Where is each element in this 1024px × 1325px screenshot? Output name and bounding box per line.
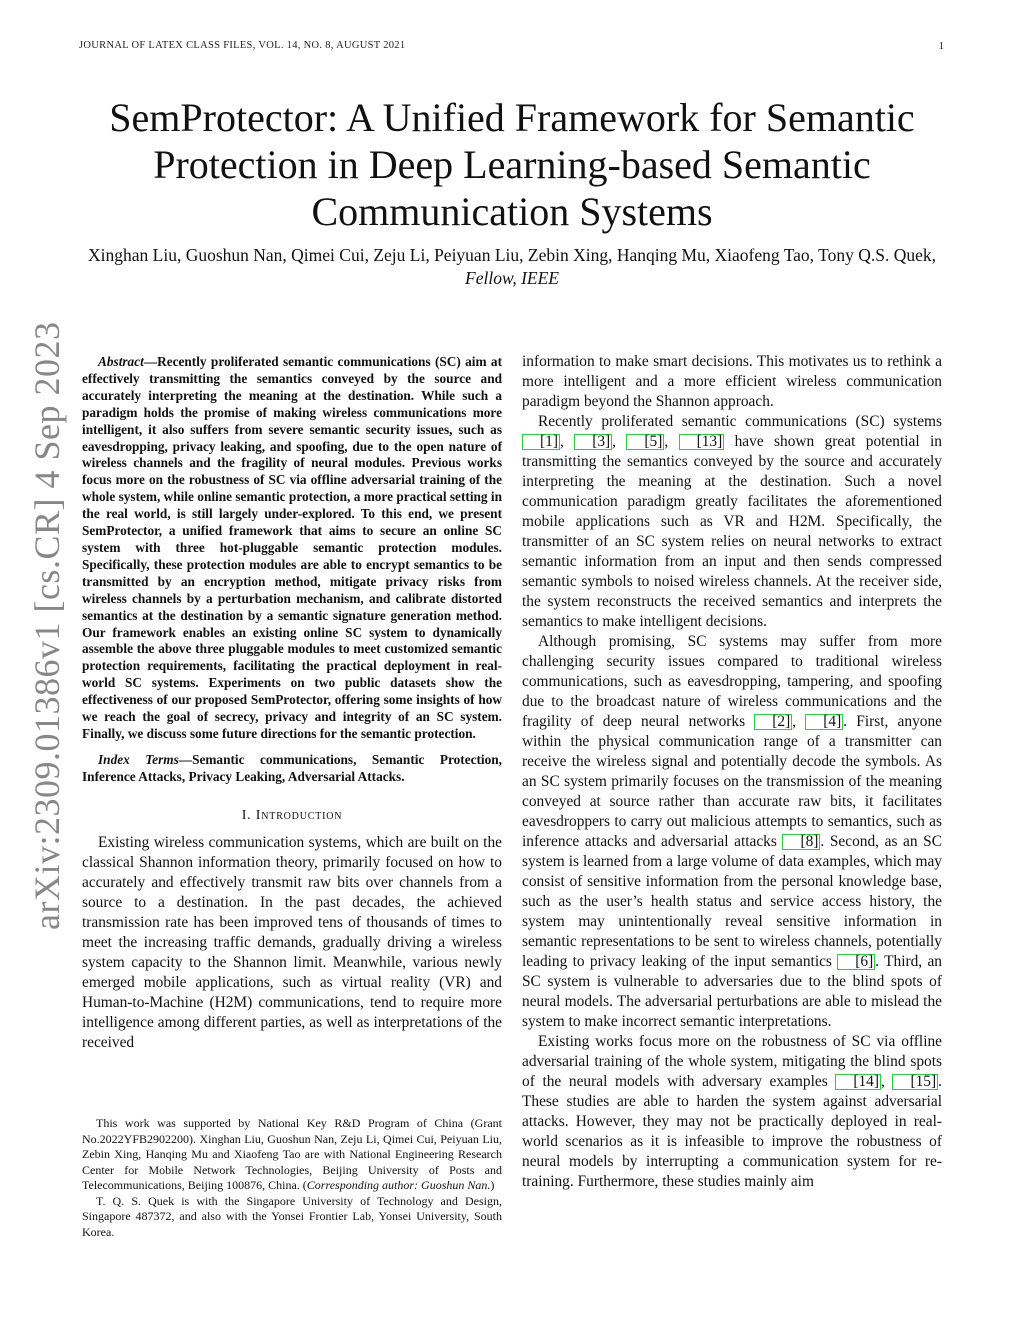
text-span: Although promising, SC systems may suffer from more challenging security issues compared to traditional wireless communications, such as eavesdropping, tampering, and spoofing due to the broadcast nature of wireless communications and the fragility of deep neural networks: [522, 633, 942, 730]
text-span: . These studies are able to harden the system against adversarial attacks. However, they may not be practically deployed in real-world scenarios as it is infeasible to improve the robustness of neural models by interrupting a communication system for re-training. Furthermore, these studies mainly aim: [522, 1073, 942, 1190]
abstract-label: Abstract: [98, 354, 144, 369]
right-column: [522, 352, 942, 1192]
citation-link[interactable]: [15]: [892, 1074, 938, 1090]
index-terms-text: —Semantic communications, Semantic Protection, Inference Attacks, Privacy Leaking, Adversarial Attacks.: [82, 751, 502, 784]
index-terms: [82, 752, 502, 786]
text-span: have shown great potential in transmitting the semantics conveyed by the source and accurately interpreting the meaning at the destination. Such a novel communication paradigm greatly facilitates the aforementioned mobile applications such as VR and H2M. Specifically, the transmitter of an SC system relies on neural networks to extract semantic information from an input and then sends compressed semantic symbols to noised wireless channels. At the receiver side, the system reconstructs the received semantics and interprets the semantics to make intelligent decisions.: [522, 433, 942, 630]
paragraph-existing-works: [522, 1032, 942, 1192]
footnote: [82, 1116, 502, 1240]
section-heading: [82, 808, 502, 824]
author-names: Xinghan Liu, Guoshun Nan, Qimei Cui, Zeju Li, Peiyuan Liu, Zebin Xing, Hanqing Mu, Xiaofeng Tao, Tony Q.S. Quek,: [88, 245, 936, 265]
citation-link[interactable]: [2]: [754, 714, 792, 730]
section-number: I.: [241, 807, 252, 823]
citation-link[interactable]: [13]: [679, 434, 725, 450]
citation-link[interactable]: [5]: [626, 434, 664, 450]
paragraph-continued: information to make smart decisions. This motivates us to rethink a more intelligent and a more efficient wireless communication paradigm beyond the Shannon approach.: [522, 353, 942, 410]
footnote-affiliation: T. Q. S. Quek is with the Singapore University of Technology and Design, Singapore 487372, and also with the Yonsei Frontier Lab, Yonsei University, South Korea.: [82, 1193, 502, 1239]
text-span: ,: [664, 433, 679, 450]
corresponding-author: Corresponding author: Guoshun Nan.: [306, 1178, 491, 1192]
index-terms-label: Index Terms: [98, 751, 179, 767]
left-column: [82, 354, 502, 1053]
intro-paragraph: Existing wireless communication systems, which are built on the classical Shannon information theory, primarily focused on how to accurately and effectively transmit raw bits over channels from a source to a destination. In the past decades, the achieved transmission rate has been improved tens of thousands of times to meet the increasing traffic demands, gradually driving a wireless system capacity to the Shannon limit. Meanwhile, various newly emerged mobile applications, such as virtual reality (VR) and Human-to-Machine (H2M) communications, tend to require more intelligence among different parties, as well as interpretations of the received: [82, 833, 502, 1051]
citation-link[interactable]: [1]: [522, 434, 560, 450]
citation-link[interactable]: [6]: [837, 954, 875, 970]
citation-link[interactable]: [3]: [574, 434, 612, 450]
running-header: JOURNAL OF LATEX CLASS FILES, VOL. 14, NO. 8, AUGUST 2021: [79, 40, 406, 51]
citation-link[interactable]: [8]: [782, 834, 820, 850]
paragraph-sc-systems: [522, 412, 942, 632]
text-span: ,: [612, 433, 627, 450]
text-span: . First, anyone within the physical communication range of a transmitter can receive the wireless signal and potentially decode the symbols. As an SC system primarily focuses on the transmission of the meaning conveyed at source rather than accurate raw bits, it facilitates eavesdroppers to carry out malicious attempts to semantics, such as inference attacks and adversarial attacks: [522, 713, 942, 850]
abstract-text: —Recently proliferated semantic communications (SC) aim at effectively transmitting the semantics conveyed by the source and accurately interpreting the meaning at the destination. While such a paradigm holds the promise of making wireless communications more intelligent, it also suffers from severe semantic security issues, such as eavesdropping, privacy leaking, and spoofing, due to the open nature of wireless channels and the fragility of neural modules. Previous works focus more on the robustness of SC via offline adversarial training of the whole system, while online semantic protection, a more practical setting in the real world, is still largely under-explored. To this end, we present SemProtector, a unified framework that aims to secure an online SC system with three hot-pluggable semantic protection modules. Specifically, these protection modules are able to encrypt semantics to be transmitted by an encryption method, mitigate privacy risks from wireless channels by a perturbation mechanism, and calibrate distorted semantics at the destination by a semantic signature generation method. Our framework enables an existing online SC system to dynamically assemble the above three pluggable modules to meet customized semantic protection requirements, facilitating the practical deployment in real-world SC systems. Experiments on two public datasets show the effectiveness of our proposed SemProtector, offering some insights of how we reach the goal of secrecy, privacy and integrity of an SC system. Finally, we discuss some future directions for the semantic protection.: [82, 354, 502, 741]
paper-title: SemProtector: A Unified Framework for Semantic Protection in Deep Learning-based Semantic Communication Systems: [109, 95, 915, 234]
arxiv-stamp: arXiv:2309.01386v1 [cs.CR] 4 Sep 2023: [27, 321, 67, 930]
footnote-paren: ): [490, 1178, 495, 1192]
text-span: ,: [880, 1073, 893, 1090]
text-span: ,: [559, 433, 575, 450]
footnote-funding-text: This work was supported by National Key R&D Program of China (Grant No.2022YFB2902200). Xinghan Liu, Guoshun Nan, Zeju Li, Qimei Cui, Peiyuan Liu, Zebin Xing, Hanqing Mu and Xiaofeng Tao are with National Engineering Research Center for Mobile Network Technologies, Beijing University of Posts and Telecommunications, Beijing 100876, China. (: [82, 1116, 502, 1192]
page-number: 1: [938, 40, 944, 52]
section-title: Introduction: [255, 807, 343, 823]
author-list: [80, 244, 944, 290]
paragraph-security-issues: [522, 632, 942, 1032]
text-span: Existing works focus more on the robustness of SC via offline adversarial training of the whole system, mitigating the blind spots of the neural models with adversary examples: [522, 1033, 942, 1090]
author-fellow-note: Fellow, IEEE: [465, 268, 559, 288]
text-span: . Second, as an SC system is learned from a large volume of data examples, which may consist of sensitive information from the personal knowledge base, such as the user’s health status and service access history, the system may unintentionally reveal sensitive information in semantic representations to be sent to wireless channels, potentially leading to privacy leaking of the input semantics: [522, 833, 942, 970]
citation-link[interactable]: [14]: [835, 1074, 881, 1090]
abstract: [82, 354, 502, 743]
text-span: ,: [792, 713, 806, 730]
text-span: Recently proliferated semantic communications (SC) systems: [538, 413, 942, 430]
citation-link[interactable]: [4]: [805, 714, 843, 730]
footnote-funding: [82, 1116, 502, 1194]
text-span: . Third, an SC system is vulnerable to adversaries due to the blind spots of neural models. The adversarial perturbations are able to mislead the system to make incorrect semantic interpretations.: [522, 953, 942, 1030]
